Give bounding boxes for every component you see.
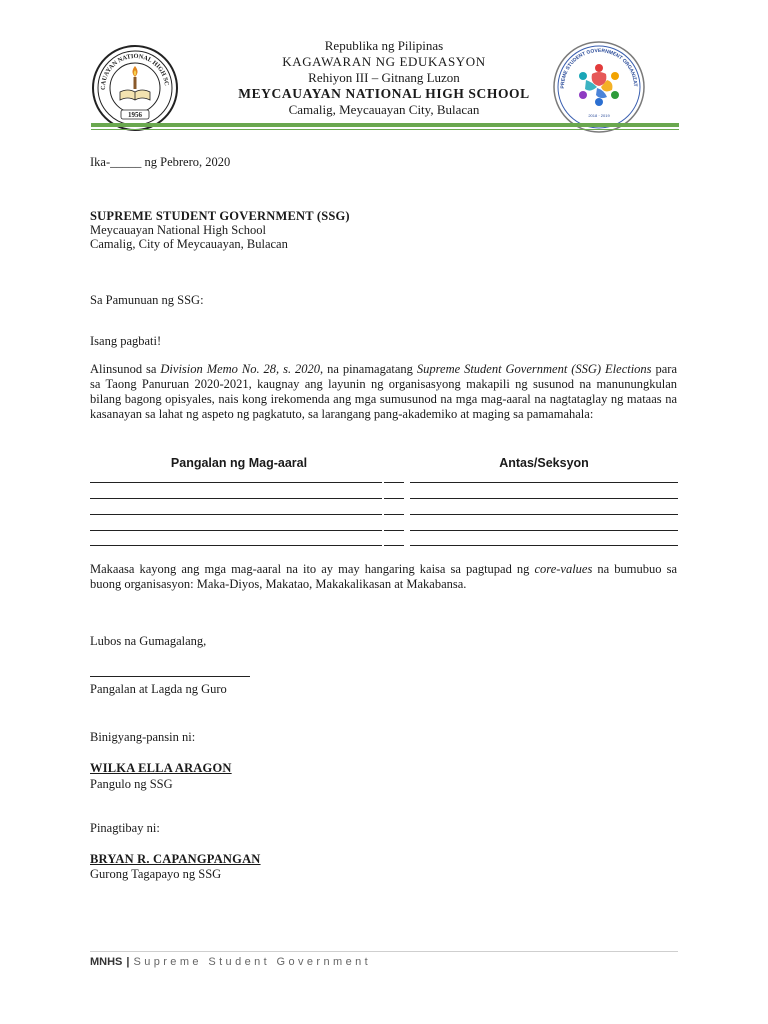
greeting: Isang pagbati!	[90, 334, 162, 348]
approved-title: Gurong Tagapayo ng SSG	[90, 867, 222, 881]
footer-separator: |	[126, 956, 130, 968]
approved-label: Pinagtibay ni:	[90, 821, 160, 835]
line-gap	[384, 514, 404, 515]
footer-org: Supreme Student Government	[133, 956, 372, 968]
recipient-address: Camalig, City of Meycauayan, Bulacan	[90, 237, 288, 251]
body1-text-b: , na pinamagatang	[320, 362, 417, 376]
letter-date: Ika-_____ ng Pebrero, 2020	[90, 155, 231, 169]
recipient-school: Meycauayan National High School	[90, 223, 266, 237]
core-values: core-values	[534, 562, 593, 576]
line-gap	[384, 498, 404, 499]
approved-name: BRYAN R. CAPANGPANGAN	[90, 852, 261, 866]
header-rule-thin	[91, 129, 679, 130]
name-line	[90, 530, 382, 531]
noted-title: Pangulo ng SSG	[90, 777, 173, 791]
recipient-org: SUPREME STUDENT GOVERNMENT (SSG)	[90, 209, 350, 223]
body-paragraph-2	[90, 562, 677, 592]
column-header-name: Pangalan ng Mag-aaral	[170, 456, 308, 470]
name-line	[90, 482, 382, 483]
letterhead	[184, 38, 584, 118]
signature-line	[90, 676, 250, 677]
line-gap	[384, 530, 404, 531]
section-line	[410, 514, 678, 515]
line-gap	[384, 482, 404, 483]
body1-text-a: Alinsunod sa	[90, 362, 161, 376]
body-paragraph-1	[90, 362, 677, 422]
section-line	[410, 545, 678, 546]
section-line	[410, 498, 678, 499]
salutation: Sa Pamunuan ng SSG:	[90, 293, 204, 307]
svg-text:2018 · 2019: 2018 · 2019	[588, 113, 610, 118]
student-table	[90, 482, 680, 552]
school-seal-logo	[91, 44, 179, 132]
header-rule-thick	[91, 123, 679, 127]
ssg-logo	[552, 40, 646, 134]
body1-text-c: para sa Taong Panuruan 2020-2021, kaugnay ang layunin ng organisasyong makapili ng susunod na manunungkulan bilang bagong opisyales, nais kong irekomenda ang mga sumusunod na mga mag-aaral na nagtataglay ng mataas na kasanayan sa lahat ng aspeto ng pagkatuto, sa larangang pang-akademiko at maging sa pamamahala:	[90, 362, 678, 421]
closing: Lubos na Gumagalang,	[90, 634, 207, 648]
page-footer	[90, 956, 371, 968]
seal-year: 1956	[128, 111, 142, 119]
signature-label: Pangalan at Lagda ng Guro	[90, 682, 227, 696]
section-line	[410, 482, 678, 483]
svg-text:MEYCAUAYAN NATIONAL HIGH SCHOO: CAUAYAN NATIONAL HIGH SC	[99, 52, 170, 91]
column-header-section: Antas/Seksyon	[499, 456, 589, 470]
department-line: KAGAWARAN NG EDUKASYON	[282, 54, 486, 69]
republic-line: Republika ng Pilipinas	[324, 38, 444, 53]
noted-label: Binigyang-pansin ni:	[90, 730, 196, 744]
footer-rule	[90, 951, 678, 952]
school-address: Camalig, Meycauayan City, Bulacan	[288, 102, 480, 117]
svg-text:SUPREME STUDENT GOVERNMENT ORG: PREME STUDENT GOVERNMENT ORGANIZAT	[559, 47, 639, 89]
region-line: Rehiyon III – Gitnang Luzon	[308, 70, 460, 85]
body2-text-b: na bumubuo sa buong organisasyon: Maka-Diyos, Makatao, Makakalikasan at Makabansa.	[90, 562, 677, 591]
memo-title: Supreme Student Government (SSG) Elections	[416, 362, 652, 376]
body2-text-a: Makaasa kayong ang mga mag-aaral na ito ay may hangaring kaisa sa pagtupad ng	[90, 562, 535, 576]
name-line	[90, 498, 382, 499]
name-line	[90, 514, 382, 515]
footer-abbr: MNHS	[90, 956, 123, 968]
line-gap	[384, 545, 404, 546]
school-name: MEYCAUAYAN NATIONAL HIGH SCHOOL	[238, 86, 530, 101]
name-line	[90, 545, 382, 546]
section-line	[410, 530, 678, 531]
memo-reference: Division Memo No. 28, s. 2020	[160, 362, 321, 376]
noted-name: WILKA ELLA ARAGON	[90, 761, 232, 775]
